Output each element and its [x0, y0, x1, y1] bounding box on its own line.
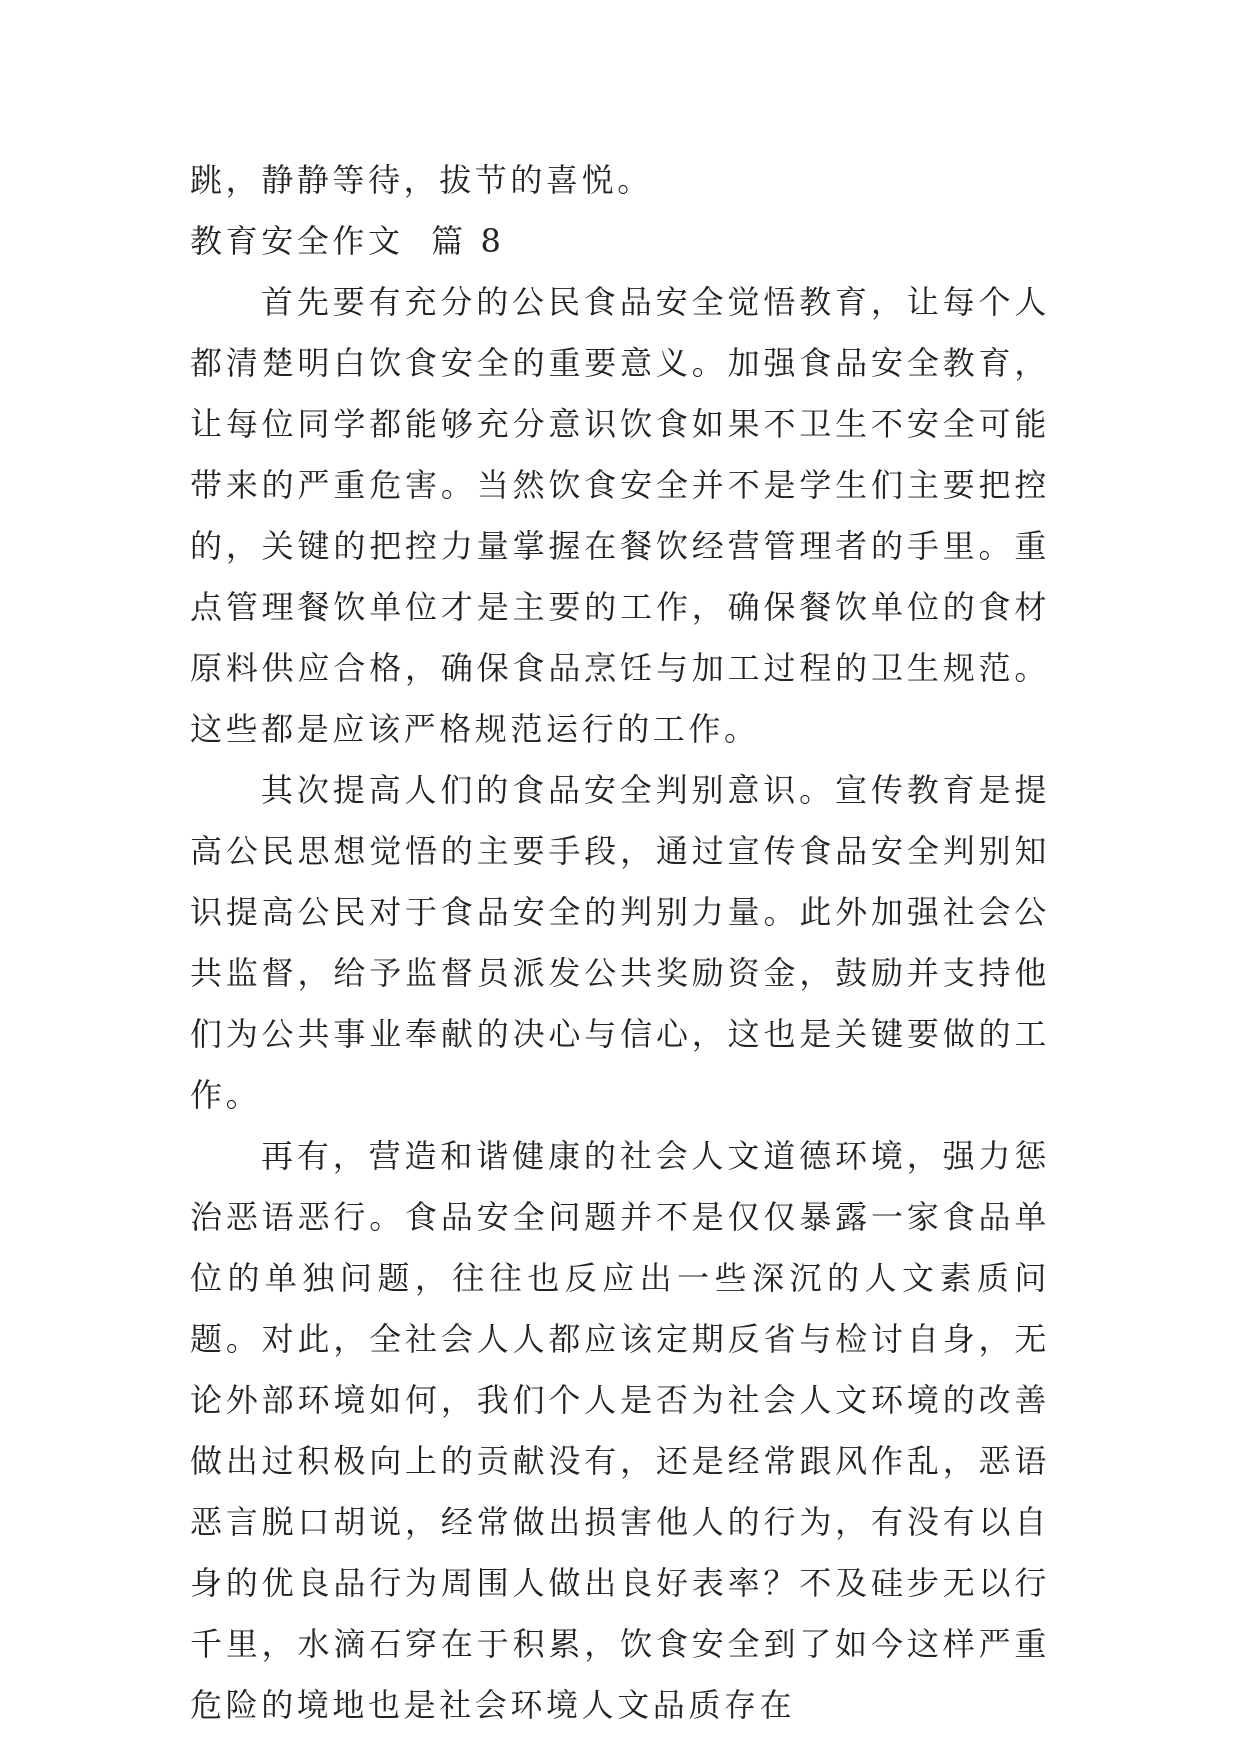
paragraph-1: 首先要有充分的公民食品安全觉悟教育，让每个人都清楚明白饮食安全的重要意义。加强食品安全教育，让每位同学都能够充分意识饮食如果不卫生不安全可能带来的严重危害。当然饮食安全并不是学生们主要把控的，关键的把控力量掌握在餐饮经营管理者的手里。重点管理餐饮单位才是主要的工作，确保餐饮单位的食材原料供应合格，确保食品烹饪与加工过程的卫生规范。这些都是应该严格规范运行的工作。 — [190, 283, 1050, 748]
section-title: 教育安全作文 篇 8 — [190, 222, 505, 260]
paragraph-3: 再有，营造和谐健康的社会人文道德环境，强力惩治恶语恶行。食品安全问题并不是仅仅暴露一家食品单位的单独问题，往往也反应出一些深沉的人文素质问题。对此，全社会人人都应该定期反省与检讨自身，无论外部环境如何，我们个人是否为社会人文环境的改善做出过积极向上的贡献没有，还是经常跟风作乱，恶语恶言脱口胡说，经常做出损害他人的行为，有没有以自身的优良品行为周围人做出良好表率？不及硅步无以行千里，水滴石穿在于积累，饮食安全到了如今这样严重危险的境地也是社会环境人文品质存在 — [190, 1137, 1050, 1724]
carry-over-line: 跳，静静等待，拔节的喜悦。 — [190, 161, 653, 199]
document-page — [190, 150, 1050, 1736]
paragraph-2: 其次提高人们的食品安全判别意识。宣传教育是提高公民思想觉悟的主要手段，通过宣传食品安全判别知识提高公民对于食品安全的判别力量。此外加强社会公共监督，给予监督员派发公共奖励资金，鼓励并支持他们为公共事业奉献的决心与信心，这也是关键要做的工作。 — [190, 771, 1050, 1114]
